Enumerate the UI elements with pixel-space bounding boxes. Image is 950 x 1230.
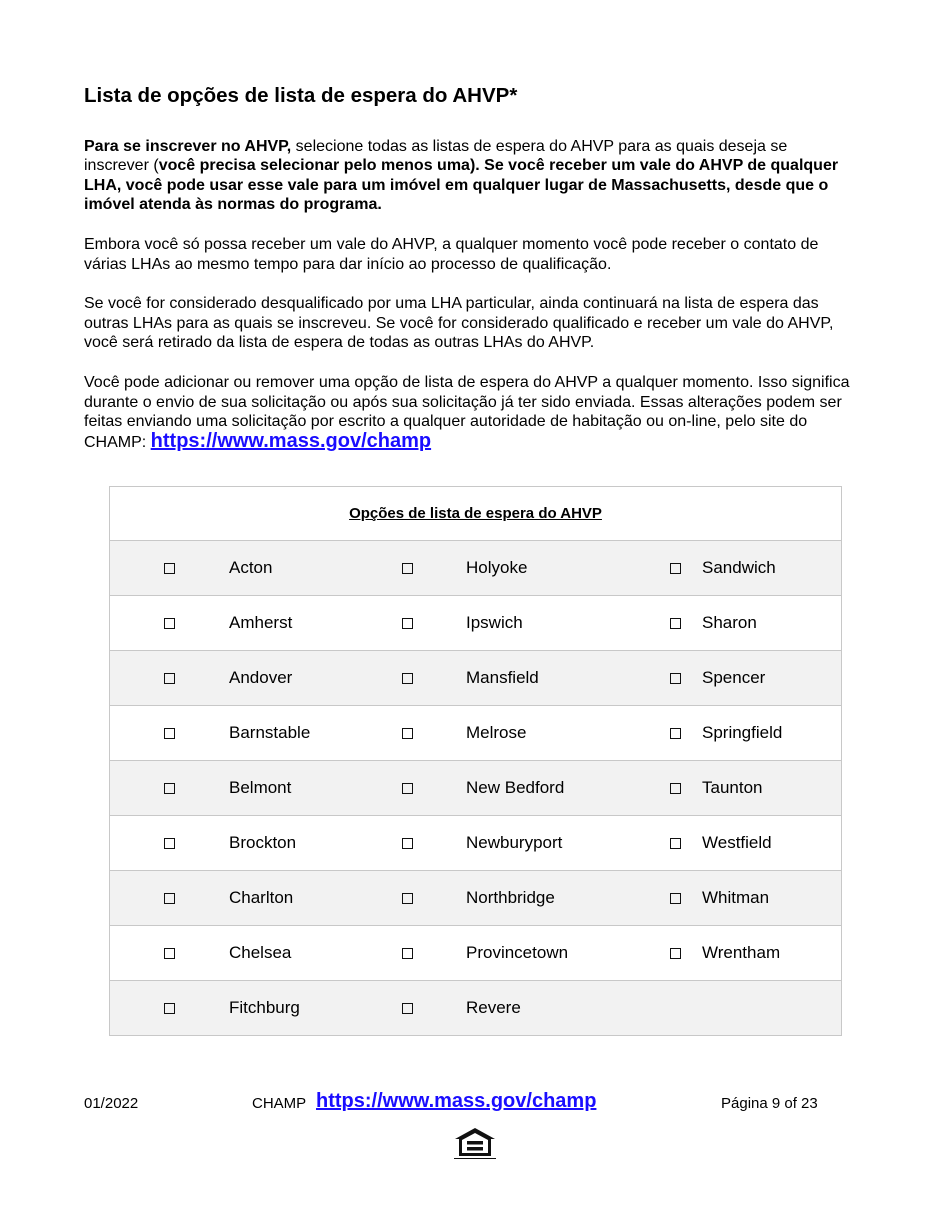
intro-bold-lead: Para se inscrever no AHVP,	[84, 137, 292, 155]
option-label: Belmont	[229, 778, 292, 797]
footer-date: 01/2022	[84, 1095, 139, 1112]
table-rows	[110, 541, 841, 1035]
option-label: Holyoke	[466, 558, 528, 577]
checkbox-brockton[interactable]	[164, 838, 175, 849]
checkbox-cell	[402, 926, 413, 980]
checkbox-cell	[164, 981, 175, 1035]
table-row	[110, 816, 841, 871]
checkbox-cell	[164, 926, 175, 980]
checkbox-cell	[670, 706, 681, 760]
checkbox-cell	[670, 816, 681, 870]
option-label: Brockton	[229, 833, 297, 852]
paragraph-3: Se você for considerado desqualificado por uma LHA particular, ainda continuará na lista de espera das outras LHAs para as quais se inscreveu. Se você for considerado qualificado e receber um vale do AHVP, você será retirado da lista de espera de todas as outras LHAs do AHVP.	[84, 295, 834, 352]
option-label: Sharon	[702, 613, 757, 632]
option-label: Chelsea	[229, 943, 292, 962]
option-label: Fitchburg	[229, 998, 300, 1017]
table-header: Opções de lista de espera do AHVP	[110, 487, 841, 541]
waitlist-table	[109, 486, 842, 1036]
checkbox-new-bedford[interactable]	[402, 783, 413, 794]
option-label: Wrentham	[702, 943, 781, 962]
checkbox-whitman[interactable]	[670, 893, 681, 904]
option-label: New Bedford	[466, 778, 565, 797]
checkbox-cell	[402, 541, 413, 595]
option-label: Mansfield	[466, 668, 539, 687]
option-label: Andover	[229, 668, 293, 687]
intro-normal: selecione todas as listas de espera do AHVP para as quais deseja se inscrever (	[84, 137, 788, 175]
option-label: Charlton	[229, 888, 294, 907]
checkbox-mansfield[interactable]	[402, 673, 413, 684]
paragraph-4-text: Você pode adicionar ou remover uma opção de lista de espera do AHVP a qualquer momento. Isso significa durante o envio de sua solicitação ou após sua solicitação já ter sido enviada. Essas alterações podem ser feitas enviando uma solicitação por escrito a qualquer autoridade de habitação ou on-line, pelo site do CHAMP:	[84, 373, 850, 451]
intro-bold-rest: você precisa selecionar pelo menos uma). Se você receber um vale do AHVP de qualquer LHA, você pode usar esse vale para um imóvel em qualquer lugar de Massachusetts, desde que o imóvel atenda às normas do programa.	[84, 157, 839, 214]
equal-housing-logo	[451, 1126, 499, 1166]
checkbox-revere[interactable]	[402, 1003, 413, 1014]
checkbox-cell	[164, 651, 175, 705]
checkbox-barnstable[interactable]	[164, 728, 175, 739]
option-label: Taunton	[702, 778, 763, 797]
checkbox-cell	[670, 596, 681, 650]
checkbox-cell	[670, 871, 681, 925]
paragraph-4	[84, 373, 856, 452]
checkbox-cell	[164, 816, 175, 870]
table-row	[110, 706, 841, 761]
checkbox-spencer[interactable]	[670, 673, 681, 684]
checkbox-cell	[402, 596, 413, 650]
option-label: Amherst	[229, 613, 293, 632]
checkbox-cell	[402, 706, 413, 760]
document-body	[84, 84, 856, 472]
option-label: Sandwich	[702, 558, 776, 577]
checkbox-sharon[interactable]	[670, 618, 681, 629]
option-label: Melrose	[466, 723, 527, 742]
checkbox-cell	[402, 981, 413, 1035]
footer	[0, 1090, 950, 1120]
checkbox-westfield[interactable]	[670, 838, 681, 849]
table-row	[110, 541, 841, 596]
checkbox-andover[interactable]	[164, 673, 175, 684]
option-label: Provincetown	[466, 943, 569, 962]
footer-champ: CHAMP	[252, 1095, 307, 1112]
table-row	[110, 926, 841, 981]
checkbox-cell	[164, 541, 175, 595]
checkbox-cell	[670, 926, 681, 980]
checkbox-wrentham[interactable]	[670, 948, 681, 959]
intro-paragraph	[84, 137, 856, 215]
checkbox-melrose[interactable]	[402, 728, 413, 739]
checkbox-ipswich[interactable]	[402, 618, 413, 629]
checkbox-chelsea[interactable]	[164, 948, 175, 959]
table-row	[110, 651, 841, 706]
checkbox-cell	[164, 761, 175, 815]
option-label: Revere	[466, 998, 521, 1017]
checkbox-cell	[670, 651, 681, 705]
table-row	[110, 981, 841, 1035]
option-label: Northbridge	[466, 888, 555, 907]
option-label: Newburyport	[466, 833, 563, 852]
checkbox-provincetown[interactable]	[402, 948, 413, 959]
checkbox-cell	[164, 706, 175, 760]
page-number: Página 9 of 23	[721, 1095, 818, 1112]
footer-champ-link[interactable]: https://www.mass.gov/champ	[316, 1090, 597, 1112]
table-row	[110, 596, 841, 651]
option-label: Spencer	[702, 668, 766, 687]
page-title: Lista de opções de lista de espera do AHVP*	[84, 84, 518, 107]
checkbox-cell	[670, 541, 681, 595]
checkbox-charlton[interactable]	[164, 893, 175, 904]
option-label: Springfield	[702, 723, 783, 742]
checkbox-springfield[interactable]	[670, 728, 681, 739]
table-row	[110, 871, 841, 926]
champ-link[interactable]: https://www.mass.gov/champ	[150, 429, 432, 452]
option-label: Whitman	[702, 888, 770, 907]
checkbox-cell	[402, 761, 413, 815]
checkbox-northbridge[interactable]	[402, 893, 413, 904]
paragraph-2: Embora você só possa receber um vale do AHVP, a qualquer momento você pode receber o contato de várias LHAs ao mesmo tempo para dar início ao processo de qualificação.	[84, 235, 819, 273]
checkbox-belmont[interactable]	[164, 783, 175, 794]
checkbox-acton[interactable]	[164, 563, 175, 574]
checkbox-holyoke[interactable]	[402, 563, 413, 574]
option-label: Barnstable	[229, 723, 311, 742]
checkbox-newburyport[interactable]	[402, 838, 413, 849]
checkbox-cell	[402, 871, 413, 925]
table-row	[110, 761, 841, 816]
checkbox-cell	[670, 761, 681, 815]
checkbox-cell	[402, 651, 413, 705]
checkbox-amherst[interactable]	[164, 618, 175, 629]
option-label: Westfield	[702, 833, 772, 852]
option-label: Ipswich	[466, 613, 523, 632]
checkbox-sandwich[interactable]	[670, 563, 681, 574]
checkbox-cell	[402, 816, 413, 870]
checkbox-taunton[interactable]	[670, 783, 681, 794]
checkbox-cell	[164, 596, 175, 650]
checkbox-cell	[164, 871, 175, 925]
option-label: Acton	[229, 558, 273, 577]
checkbox-fitchburg[interactable]	[164, 1003, 175, 1014]
